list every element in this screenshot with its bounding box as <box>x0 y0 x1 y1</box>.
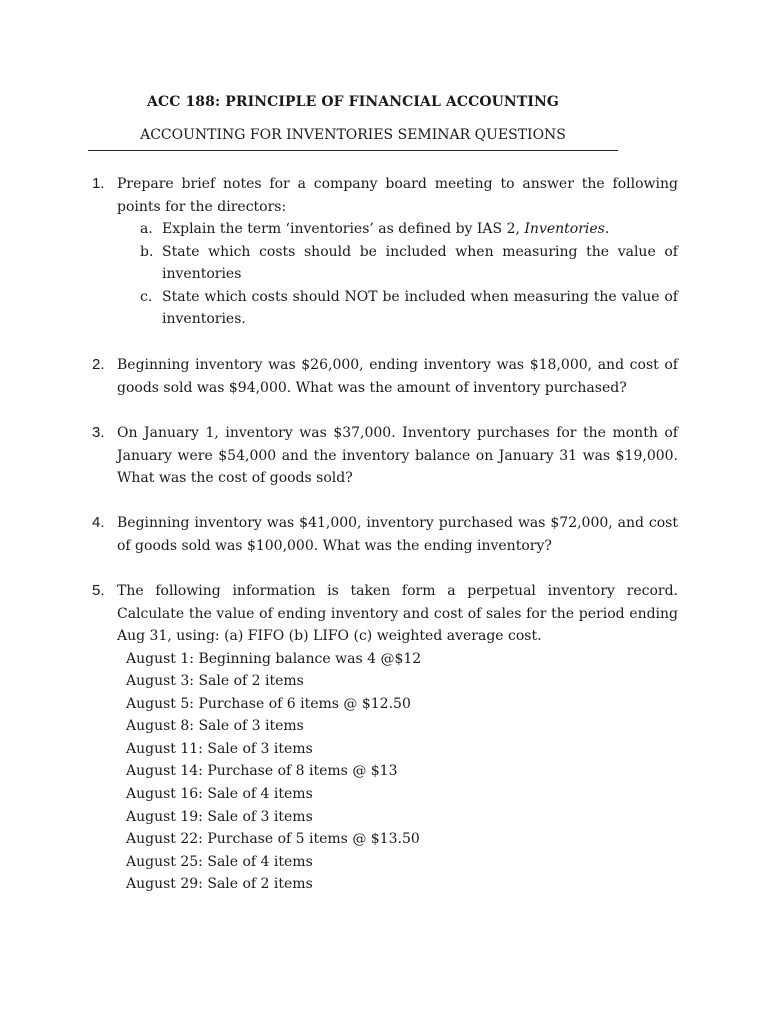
question-number: 4. <box>92 514 105 531</box>
sub-item-italic-text: Inventories <box>524 221 605 237</box>
question-number: 2. <box>92 356 105 373</box>
question-1 <box>92 173 678 331</box>
inventory-record-list <box>126 648 678 897</box>
sub-item-text: State which costs should NOT be included when measuring the value of inventories. <box>162 288 678 327</box>
sub-item-letter: c. <box>140 288 153 305</box>
question-number: 5. <box>92 582 105 599</box>
sub-item-letter: a. <box>140 221 153 237</box>
sub-item-b <box>140 241 678 286</box>
inventory-record: August 25: Sale of 4 items <box>126 853 313 870</box>
question-2 <box>92 354 678 399</box>
inventory-record: August 19: Sale of 3 items <box>126 808 313 825</box>
inventory-record: August 29: Sale of 2 items <box>126 876 313 893</box>
inventory-record: August 14: Purchase of 8 items @ $13 <box>126 763 398 780</box>
question-text: The following information is taken form a perpetual inventory record. Calculate the value of ending inventory and cost of sales for the period ending Aug 31, using: (a) FIFO (b) LIFO (c) weighted average cost. <box>117 583 678 644</box>
sub-item-letter: b. <box>140 243 154 260</box>
inventory-record: August 3: Sale of 2 items <box>126 673 304 690</box>
inventory-record: August 11: Sale of 3 items <box>126 740 313 757</box>
inventory-record: August 1: Beginning balance was 4 @$12 <box>126 650 422 667</box>
question-text: Beginning inventory was $26,000, ending inventory was $18,000, and cost of goods sold was $94,000. What was the amount of inventory purchased? <box>117 357 678 396</box>
question-text: Beginning inventory was $41,000, inventory purchased was $72,000, and cost of goods sold was $100,000. What was the ending inventory? <box>117 515 678 554</box>
inventory-record: August 8: Sale of 3 items <box>126 718 304 735</box>
sub-item-c <box>140 286 678 331</box>
document-title: ACC 188: PRINCIPLE OF FINANCIAL ACCOUNTING <box>147 94 559 110</box>
sub-item-a <box>140 218 678 241</box>
question-text: On January 1, inventory was $37,000. Inventory purchases for the month of January were $54,000 and the inventory balance on January 31 was $19,000. What was the cost of goods sold? <box>117 425 678 486</box>
question-5 <box>92 580 678 896</box>
question-number: 1. <box>92 175 105 192</box>
question-3 <box>92 422 678 490</box>
inventory-record: August 5: Purchase of 6 items @ $12.50 <box>126 695 411 712</box>
question-number: 3. <box>92 424 105 441</box>
question-4 <box>92 512 678 557</box>
sub-item-text: State which costs should be included when measuring the value of inventories <box>162 243 678 282</box>
document-subtitle: ACCOUNTING FOR INVENTORIES SEMINAR QUESTIONS <box>140 127 566 143</box>
inventory-record: August 22: Purchase of 5 items @ $13.50 <box>126 831 420 848</box>
question-text: Prepare brief notes for a company board meeting to answer the following points for the directors: <box>117 176 678 215</box>
title-divider <box>88 150 618 151</box>
inventory-record: August 16: Sale of 4 items <box>126 786 313 803</box>
sub-item-text: Explain the term ‘inventories’ as defined by IAS 2, <box>162 221 525 237</box>
sub-item-text-end: . <box>604 221 610 237</box>
